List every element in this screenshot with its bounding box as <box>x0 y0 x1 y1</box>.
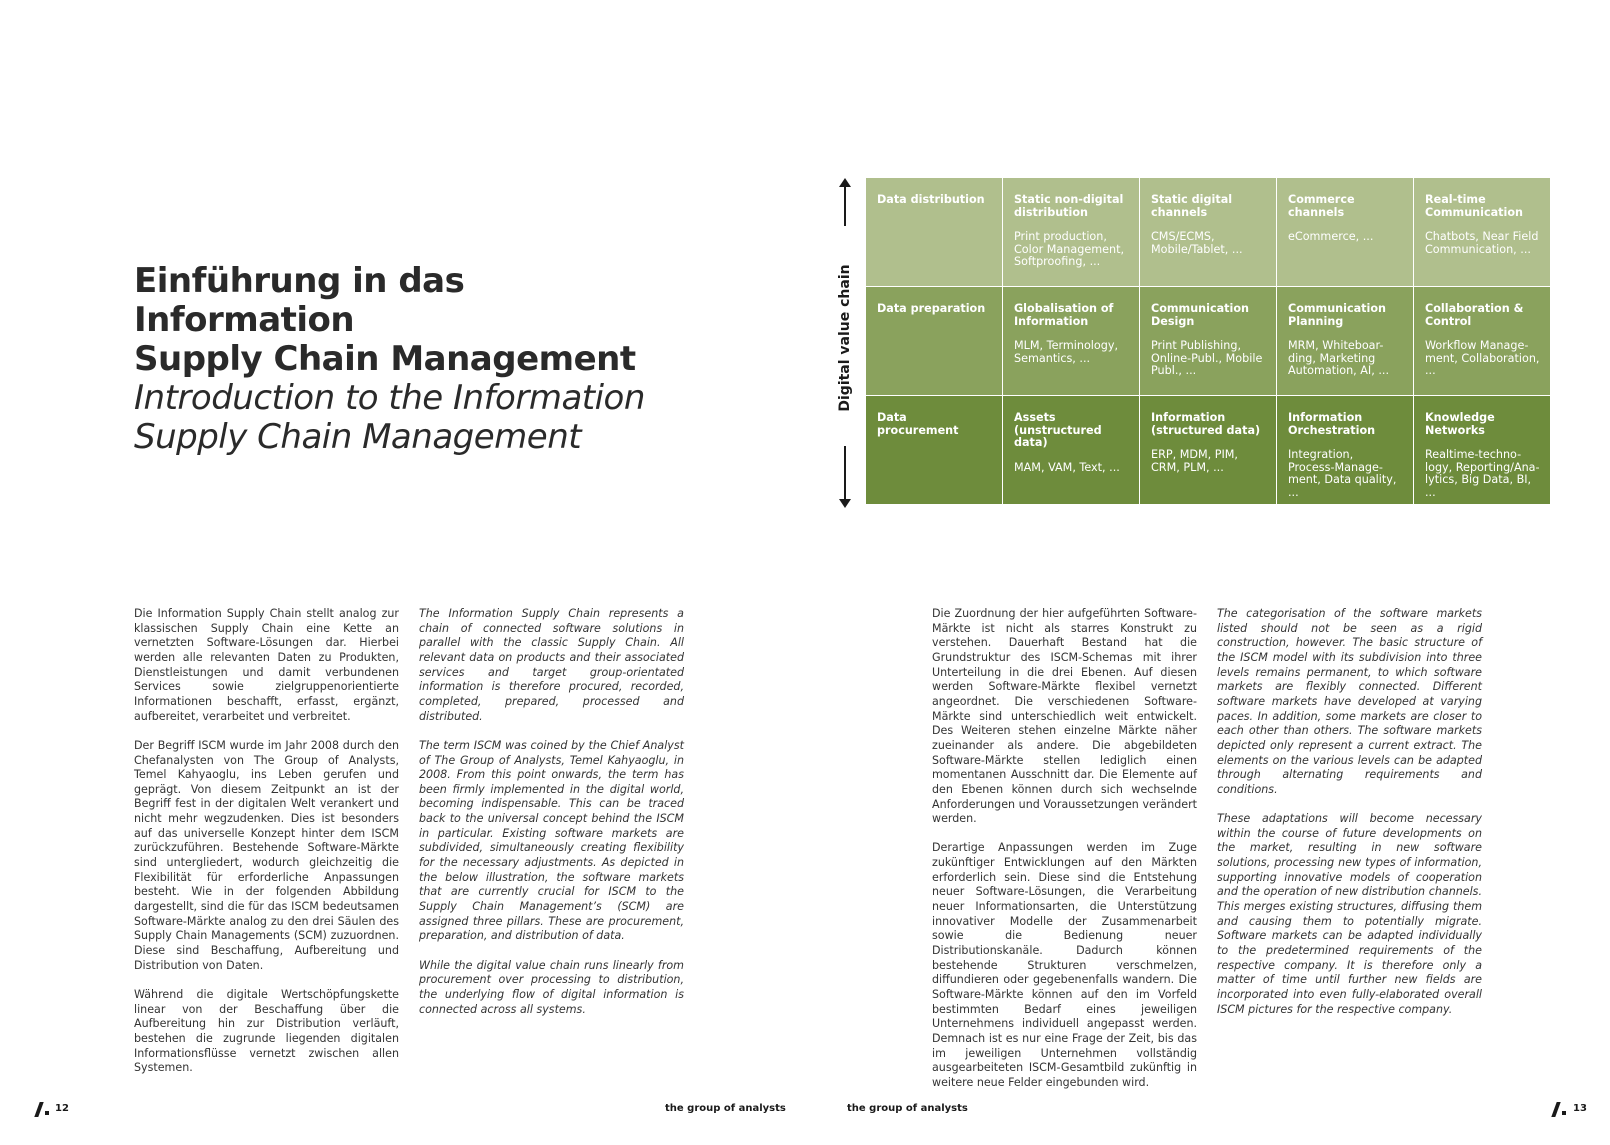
matrix-cell: Static digital channels CMS/ECMS, Mobile/Tablet, ... <box>1140 178 1276 286</box>
paragraph: These adaptations will become necessary within the course of future developments on the market, resulting in new software solutions, processing new types of information, supporting innovative models of cooperation and the operation of new distribution channels. This merges existing structures, diffusing them and causing them to potentially migrate. Software markets can be adapted individually to the predetermined requirements of the respective company. It is therefore only a matter of time until further new fields are incorporated into even fully-elaborated overall ISCM pictures for the respective company. <box>1217 812 1482 1016</box>
paragraph: Die Information Supply Chain stellt analog zur klassischen Supply Chain eine Kette an vernetzten Software-Lösungen dar. Hierbei werden alle relevanten Daten zu Produkten, Dienstleistungen und damit verbundenen Services sowie zielgruppenorientierte Informationen beschafft, erfasst, ergänzt, aufbereitet, verarbeitet und verbreitet. <box>134 607 399 723</box>
paragraph: Die Zuordnung der hier aufgeführten Software-Märkte ist nicht als starres Konstrukt zu verstehen. Dauerhaft Bestand hat die Grundstruktur des ISCM-Schemas mit ihrer Unterteilung in die drei Ebenen. Auf diesen werden Software-Märkte flexibel vernetzt angeordnet. Die verschiedenen Software-Märkte sind unterschiedlich weit entwickelt. Des Weiteren stehen einzelne Märkte näher zueinander als andere. Die abgebildeten Software-Märkte stellen lediglich einen momentanen Ausschnitt dar. Die Elemente auf den Ebenen können durch sich wechselnde Anforderungen und Voraussetzungen verändert werden. <box>932 607 1197 826</box>
matrix-cell: Information (structured data) ERP, MDM, PIM, CRM, PLM, ... <box>1140 396 1276 504</box>
paragraph: Während die digitale Wertschöpfungskette linear von der Beschaffung über die Aufbereitung hin zur Distribution verläuft, bestehen die zugrunde liegenden digitalen Informationsflüsse vernetzt zwischen allen Systemen. <box>134 987 399 1075</box>
paragraph: Der Begriff ISCM wurde im Jahr 2008 durch den Chefanalysten von The Group of Analysts, Temel Kahyaoglu, ins Leben gerufen und geprägt. Von diesem Zeitpunkt an ist der Begriff fest in der digitalen Welt verankert und nicht mehr wegzudenken. Dies ist besonders auf das universelle Konzept hinter dem ISCM zurückzuführen. Bestehende Software-Märkte sind untergliedert, wodurch gleichzeitig die Flexibilität für erforderliche Anpassungen besteht. Wie in der folgenden Abbildung dargestellt, sind die für das ISCM bedeutsamen Software-Märkte analog zu den drei Säulen des Supply Chain Managements (SCM) zuzuordnen. Diese sind Beschaffung, Aufbereitung und Distribution von Daten. <box>134 738 399 972</box>
matrix-row-label: Data distribution <box>866 178 1002 286</box>
paragraph: While the digital value chain runs linearly from procurement over processing to distribution, the underlying flow of digital information is connected across all systems. <box>419 958 684 1016</box>
brand-name-left: the group of analysts <box>665 1103 786 1114</box>
body-column-german-right <box>932 607 1197 1105</box>
matrix-row-label: Data procurement <box>866 396 1002 504</box>
arrow-down-icon <box>839 499 851 508</box>
matrix-cell: Communication Design Print Publishing, Online-Publ., Mobile Publ., ... <box>1140 287 1276 395</box>
axis-label: Digital value chain <box>837 264 853 412</box>
matrix-cell: Information Orchestration Integration, Process-Manage-ment, Data quality, ... <box>1277 396 1413 504</box>
matrix-cell: Collaboration & Control Workflow Manage-ment, Collaboration, ... <box>1414 287 1550 395</box>
paragraph: The categorisation of the software markets listed should not be seen as a rigid construction, however. The basic structure of the ISCM model with its subdivision into three levels remains permanent, to which software markets are flexibly connected. Different software markets have developed at varying paces. In addition, some markets are closer to each other than others. The software markets depicted only represent a current extract. The elements on the various levels can be adapted through alternating requirements and conditions. <box>1217 607 1482 796</box>
matrix-cell: Commerce channels eCommerce, ... <box>1277 178 1413 286</box>
iscm-matrix <box>866 178 1546 504</box>
matrix-cell: Static non-digital distribution Print production, Color Management, Softproofing, ... <box>1003 178 1139 286</box>
matrix-cell: Real-time Communication Chatbots, Near Field Communication, ... <box>1414 178 1550 286</box>
title-german-line1: Einführung in das Information <box>134 261 465 340</box>
paragraph: The term ISCM was coined by the Chief Analyst of The Group of Analysts, Temel Kahyaoglu, in 2008. From this point onwards, the term has been firmly implemented in the digital world, becoming indispensable. This can be traced back to the universal concept behind the ISCM in particular. Existing software markets are subdivided, simultaneously creating flexibility for the necessary adjustments. As depicted in the below illustration, the software markets that are currently crucial for ISCM to the Supply Chain Management’s (SCM) are assigned three pillars. These are procurement, preparation, and distribution of data. <box>419 738 684 943</box>
brand-name-right: the group of analysts <box>847 1103 968 1114</box>
body-column-english-left <box>419 607 684 1032</box>
title-english-line2: Supply Chain Management <box>134 417 582 457</box>
value-chain-axis <box>830 178 860 508</box>
matrix-cell: Globalisation of Information MLM, Terminology, Semantics, ... <box>1003 287 1139 395</box>
matrix-cell: Knowledge Networks Realtime-techno-logy, Reporting/Ana-lytics, Big Data, BI, ... <box>1414 396 1550 504</box>
arrow-up-icon <box>839 178 851 187</box>
logo-icon <box>34 1102 50 1116</box>
matrix-cell: Assets (unstructured data) MAM, VAM, Text, ... <box>1003 396 1139 504</box>
logo-icon <box>1551 1102 1567 1116</box>
body-column-english-right <box>1217 607 1482 1032</box>
title-english-line1: Introduction to the Information <box>134 378 645 418</box>
paragraph: The Information Supply Chain represents a chain of connected software solutions in parallel with the classic Supply Chain. All relevant data on products and their associated services and target group-orientated information is therefore procured, recorded, completed, prepared, processed and distributed. <box>419 607 684 723</box>
matrix-cell: Communication Planning MRM, Whiteboar-ding, Marketing Automation, AI, ... <box>1277 287 1413 395</box>
page-number-right: 13 <box>1573 1103 1587 1114</box>
matrix-row-label: Data preparation <box>866 287 1002 395</box>
page-title <box>134 262 694 457</box>
body-column-german-left <box>134 607 399 1090</box>
page-number-left: 12 <box>55 1103 69 1114</box>
title-german-line2: Supply Chain Management <box>134 339 636 379</box>
paragraph: Derartige Anpassungen werden im Zuge zukünftiger Entwicklungen auf den Märkten erforderlich sein. Diese sind die Entstehung neuer Software-Lösungen, die Verarbeitung neuer Informationsarten, die Unterstützung innovativer Modelle der Zusammenarbeit sowie die Bedienung neuer Distributionskanäle. Dadurch können bestehende Strukturen verschmelzen, diffundieren oder gegebenenfalls wandern. Die Software-Märkte können auf den im Vorfeld bestimmten Bedarf eines jeweiligen Unternehmens individuell angepasst werden. Demnach ist es nur eine Frage der Zeit, bis das im jeweiligen Unternehmen vollständig ausgearbeiteten ISCM-Gesamtbild zukünftig in weitere neue Felder eingebunden wird. <box>932 841 1197 1089</box>
